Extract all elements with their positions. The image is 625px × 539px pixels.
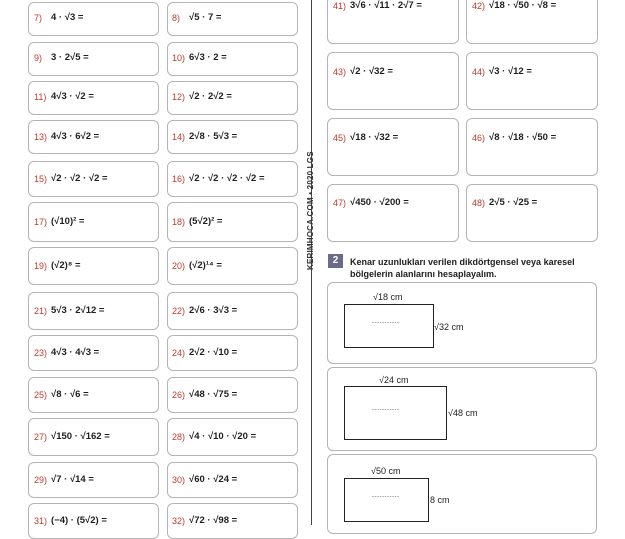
exercise-box: [167, 247, 298, 285]
exercise-expression: 2√8 · 5√3 =: [189, 131, 238, 142]
exercise-expression: √7 · √14 =: [51, 474, 94, 485]
exercise-expression: 4√3 · √2 =: [51, 91, 94, 102]
exercise-number: 44): [472, 67, 486, 77]
exercise-box: [327, 118, 459, 176]
exercise-number: 48): [472, 198, 486, 208]
exercise-expression: (√2)¹⁴ =: [189, 260, 222, 271]
exercise-number: 45): [333, 133, 347, 143]
exercise-number: 31): [34, 516, 48, 526]
exercise-expression: √4 · √10 · √20 =: [189, 431, 257, 442]
exercise-number: 24): [172, 348, 186, 358]
section-instruction: Kenar uzunlukları verilen dikdörtgensel veya karesel bölgelerin alanlarını hesaplayalım.: [350, 257, 575, 279]
vertical-watermark: KERIMHOCA.COM • 2020 LGS: [306, 151, 315, 270]
exercise-expression: 4√3 · 4√3 =: [51, 347, 100, 358]
exercise-number: 9): [34, 53, 43, 63]
exercise-number: 12): [172, 92, 186, 102]
exercise-expression: 2√5 · √25 =: [489, 197, 538, 208]
exercise-expression: √60 · √24 =: [189, 474, 238, 485]
exercise-expression: 3 · 2√5 =: [51, 52, 89, 63]
exercise-number: 25): [34, 390, 48, 400]
rectangle-shape: [344, 386, 447, 440]
exercise-number: 7): [34, 13, 43, 23]
exercise-box: [28, 247, 159, 285]
exercise-number: 20): [172, 261, 186, 271]
rect-center-mark: -----------: [372, 320, 400, 326]
exercise-number: 13): [34, 132, 48, 142]
section-number-badge: 2: [328, 254, 343, 268]
exercise-box: [167, 42, 298, 76]
rect-top-dimension: √50 cm: [371, 466, 401, 476]
exercise-expression: √2 · 2√2 =: [189, 91, 232, 102]
exercise-number: 10): [172, 53, 186, 63]
exercise-box: [327, 52, 459, 110]
exercise-expression: 4√3 · 6√2 =: [51, 131, 100, 142]
rect-top-dimension: √24 cm: [379, 375, 409, 385]
exercise-expression: (√10)² =: [51, 216, 85, 227]
exercise-expression: √72 · √98 =: [189, 515, 238, 526]
exercise-number: 30): [172, 475, 186, 485]
exercise-number: 23): [34, 348, 48, 358]
exercise-box: [327, 184, 459, 242]
exercise-number: 29): [34, 475, 48, 485]
exercise-number: 16): [172, 174, 186, 184]
exercise-expression: √48 · √75 =: [189, 389, 238, 400]
exercise-expression: √18 · √32 =: [350, 132, 399, 143]
exercise-box: [466, 118, 598, 176]
exercise-expression: √18 · √50 · √8 =: [489, 0, 557, 11]
exercise-expression: 4 · √3 =: [51, 12, 84, 23]
exercise-number: 19): [34, 261, 48, 271]
exercise-expression: √3 · √12 =: [489, 66, 532, 77]
exercise-box: [28, 42, 159, 76]
exercise-box: [167, 202, 298, 242]
rect-side-dimension: √48 cm: [448, 408, 478, 418]
rect-center-mark: -----------: [372, 407, 400, 413]
exercise-number: 43): [333, 67, 347, 77]
exercise-number: 47): [333, 198, 347, 208]
exercise-box: [167, 2, 298, 36]
exercise-expression: √8 · √6 =: [51, 389, 89, 400]
rect-side-dimension: √32 cm: [434, 322, 464, 332]
exercise-expression: 2√6 · 3√3 =: [189, 305, 238, 316]
exercise-expression: (5√2)² =: [189, 216, 223, 227]
exercise-expression: √2 · √2 · √2 =: [51, 173, 108, 184]
exercise-expression: √450 · √200 =: [350, 197, 409, 208]
exercise-number: 22): [172, 306, 186, 316]
exercise-expression: (−4) · (5√2) =: [51, 515, 107, 526]
exercise-number: 28): [172, 432, 186, 442]
exercise-expression: √8 · √18 · √50 =: [489, 132, 557, 143]
exercise-expression: √5 · 7 =: [189, 12, 222, 23]
exercise-box: [28, 2, 159, 36]
exercise-box: [466, 52, 598, 110]
rect-top-dimension: √18 cm: [373, 292, 403, 302]
exercise-number: 41): [333, 1, 347, 11]
exercise-expression: 6√3 · 2 =: [189, 52, 227, 63]
rect-center-mark: -----------: [372, 494, 400, 500]
exercise-number: 27): [34, 432, 48, 442]
exercise-number: 26): [172, 390, 186, 400]
exercise-number: 14): [172, 132, 186, 142]
exercise-number: 32): [172, 516, 186, 526]
exercise-number: 17): [34, 217, 48, 227]
exercise-number: 8): [172, 13, 181, 23]
exercise-expression: 3√6 · √11 · 2√7 =: [350, 0, 422, 11]
rectangle-shape: [344, 304, 434, 348]
exercise-expression: √150 · √162 =: [51, 431, 110, 442]
exercise-expression: 5√3 · 2√12 =: [51, 305, 105, 316]
exercise-box: [466, 184, 598, 242]
exercise-number: 42): [472, 1, 486, 11]
exercise-expression: √2 · √2 · √2 · √2 =: [189, 173, 265, 184]
exercise-expression: 2√2 · √10 =: [189, 347, 238, 358]
exercise-box: [167, 81, 298, 115]
exercise-expression: √2 · √32 =: [350, 66, 393, 77]
exercise-box: [28, 377, 159, 413]
exercise-number: 11): [34, 92, 47, 102]
exercise-box: [28, 202, 159, 242]
exercise-number: 46): [472, 133, 486, 143]
exercise-number: 15): [34, 174, 48, 184]
rectangle-shape: [344, 478, 429, 522]
rect-side-dimension: 8 cm: [430, 495, 450, 505]
exercise-expression: (√2)⁸ =: [51, 260, 81, 271]
exercise-number: 21): [34, 306, 48, 316]
exercise-number: 18): [172, 217, 186, 227]
